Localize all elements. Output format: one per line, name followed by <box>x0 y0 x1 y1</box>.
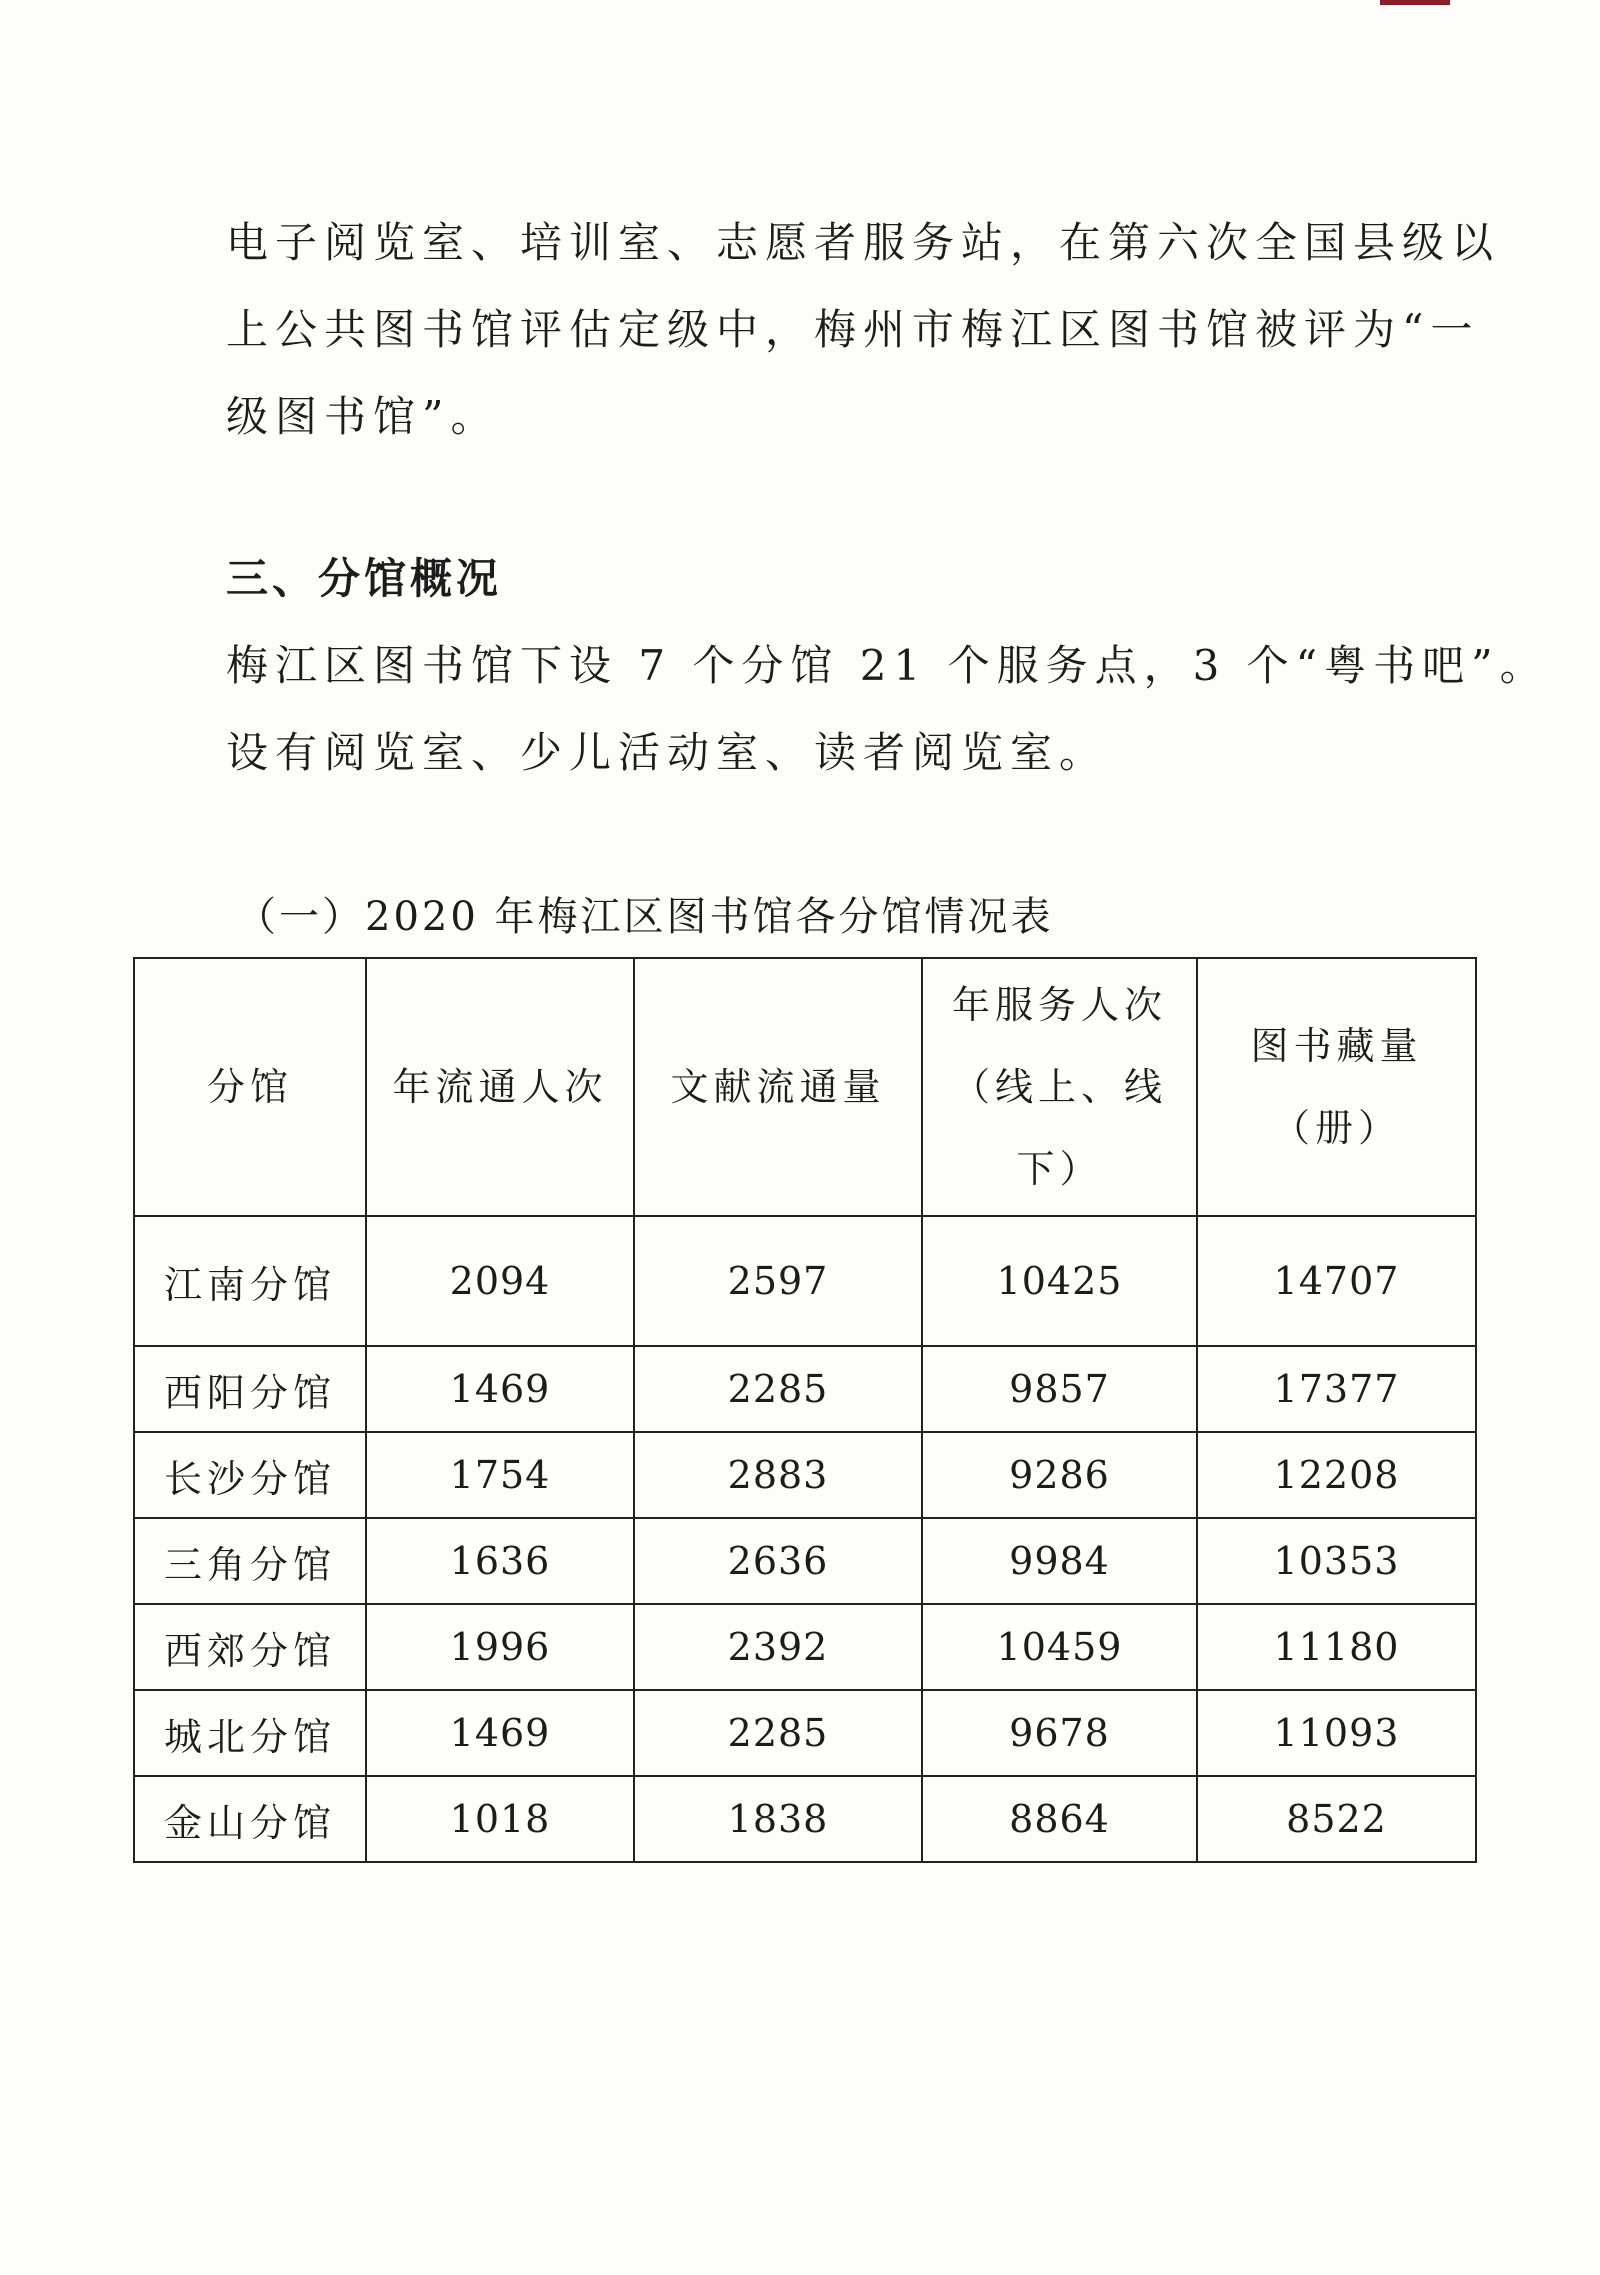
cell-branch: 西阳分馆 <box>134 1346 366 1432</box>
header-book-holdings: 图书藏量（册） <box>1197 958 1476 1216</box>
table-row <box>134 1216 1476 1346</box>
header-service-visits: 年服务人次（线上、线下） <box>922 958 1197 1216</box>
table-row <box>134 1432 1476 1518</box>
header-doc-circulation: 文献流通量 <box>634 958 922 1216</box>
page-edge-mark <box>1380 0 1450 5</box>
cell-annual-visits: 1469 <box>366 1690 634 1776</box>
cell-doc-circulation: 2597 <box>634 1216 922 1346</box>
cell-book-holdings: 11093 <box>1197 1690 1476 1776</box>
cell-annual-visits: 2094 <box>366 1216 634 1346</box>
cell-branch: 城北分馆 <box>134 1690 366 1776</box>
section-intro-line: 设有阅览室、少儿活动室、读者阅览室。 <box>226 728 1109 777</box>
cell-service-visits: 9984 <box>922 1518 1197 1604</box>
cell-doc-circulation: 2392 <box>634 1604 922 1690</box>
cell-branch: 三角分馆 <box>134 1518 366 1604</box>
cell-branch: 金山分馆 <box>134 1776 366 1862</box>
cell-book-holdings: 11180 <box>1197 1604 1476 1690</box>
cell-annual-visits: 1754 <box>366 1432 634 1518</box>
cell-annual-visits: 1469 <box>366 1346 634 1432</box>
cell-doc-circulation: 1838 <box>634 1776 922 1862</box>
table-caption: （一）2020 年梅江区图书馆各分馆情况表 <box>236 894 1054 940</box>
table-row <box>134 1518 1476 1604</box>
cell-service-visits: 10459 <box>922 1604 1197 1690</box>
cell-service-visits: 9678 <box>922 1690 1197 1776</box>
table-row <box>134 1604 1476 1690</box>
section-intro-line: 梅江区图书馆下设 7 个分馆 21 个服务点，3 个“粤书吧”。 <box>226 641 1549 690</box>
cell-annual-visits: 1636 <box>366 1518 634 1604</box>
section-heading: 三、分馆概况 <box>226 554 503 603</box>
paragraph-line: 电子阅览室、培训室、志愿者服务站，在第六次全国县级以 <box>226 218 1501 267</box>
table-row <box>134 1690 1476 1776</box>
paragraph-line: 级图书馆”。 <box>226 392 500 441</box>
cell-branch: 西郊分馆 <box>134 1604 366 1690</box>
cell-service-visits: 10425 <box>922 1216 1197 1346</box>
header-annual-visits: 年流通人次 <box>366 958 634 1216</box>
cell-annual-visits: 1018 <box>366 1776 634 1862</box>
cell-book-holdings: 10353 <box>1197 1518 1476 1604</box>
cell-branch: 长沙分馆 <box>134 1432 366 1518</box>
table-row <box>134 1346 1476 1432</box>
cell-annual-visits: 1996 <box>366 1604 634 1690</box>
paragraph-line: 上公共图书馆评估定级中，梅州市梅江区图书馆被评为“一 <box>226 305 1480 354</box>
cell-service-visits: 9857 <box>922 1346 1197 1432</box>
branch-stats-table <box>133 957 1477 1863</box>
cell-book-holdings: 12208 <box>1197 1432 1476 1518</box>
table-row <box>134 1776 1476 1862</box>
cell-doc-circulation: 2285 <box>634 1346 922 1432</box>
cell-book-holdings: 8522 <box>1197 1776 1476 1862</box>
cell-doc-circulation: 2636 <box>634 1518 922 1604</box>
cell-book-holdings: 17377 <box>1197 1346 1476 1432</box>
header-branch: 分馆 <box>134 958 366 1216</box>
cell-doc-circulation: 2285 <box>634 1690 922 1776</box>
cell-branch: 江南分馆 <box>134 1216 366 1346</box>
cell-doc-circulation: 2883 <box>634 1432 922 1518</box>
table-header-row <box>134 958 1476 1216</box>
cell-book-holdings: 14707 <box>1197 1216 1476 1346</box>
cell-service-visits: 8864 <box>922 1776 1197 1862</box>
cell-service-visits: 9286 <box>922 1432 1197 1518</box>
